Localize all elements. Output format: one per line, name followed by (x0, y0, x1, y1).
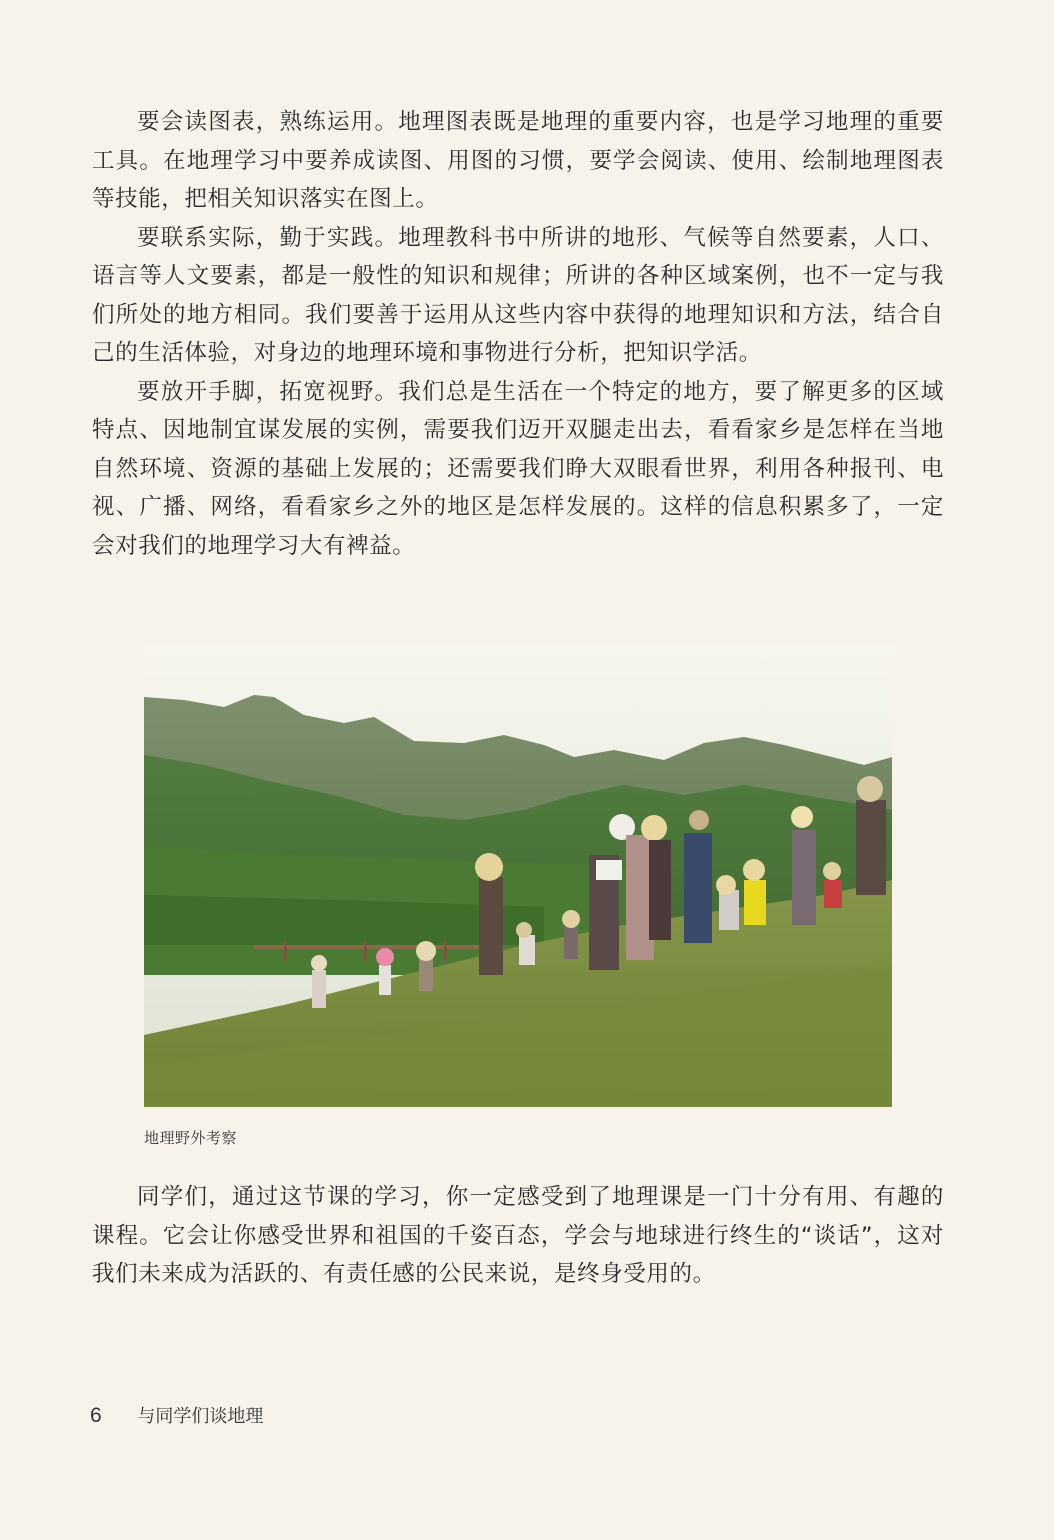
section-title: 与同学们谈地理 (137, 1406, 264, 1427)
photo-caption: 地理野外考察 (144, 1129, 238, 1147)
paragraph-conclusion: 同学们，通过这节课的学习，你一定感受到了地理课是一门十分有用、有趣的课程。它会让你感受世界和祖国的千姿百态，学会与地球进行终生的“谈话”，这对我们未来成为活跃的、有责任感的公民来说，是终身受用的。 (92, 1184, 944, 1287)
page-number: 6 (90, 1404, 102, 1427)
field-trip-photo (144, 645, 892, 1107)
paragraph-read-charts: 要会读图表，熟练运用。地理图表既是地理的重要内容，也是学习地理的重要工具。在地理学习中要养成读图、用图的习惯，要学会阅读、使用、绘制地理图表等技能，把相关知识落实在图上。 (92, 109, 944, 212)
paragraph-broaden-vision: 要放开手脚，拓宽视野。我们总是生活在一个特定的地方，要了解更多的区域特点、因地制宜谋发展的实例，需要我们迈开双腿走出去，看看家乡是怎样在当地自然环境、资源的基础上发展的；还需要我们睁大双眼看世界，利用各种报刊、电视、广播、网络，看看家乡之外的地区是怎样发展的。这样的信息积累多了，一定会对我们的地理学习大有裨益。 (92, 378, 944, 559)
body-text-bottom (92, 1178, 944, 1294)
body-text-top (92, 103, 944, 565)
paragraph-practice: 要联系实际，勤于实践。地理教科书中所讲的地形、气候等自然要素，人口、语言等人文要素，都是一般性的知识和规律；所讲的各种区域案例，也不一定与我们所处的地方相同。我们要善于运用从这些内容中获得的地理知识和方法，结合自己的生活体验，对身边的地理环境和事物进行分析，把知识学活。 (92, 224, 944, 366)
page-footer (90, 1402, 263, 1428)
